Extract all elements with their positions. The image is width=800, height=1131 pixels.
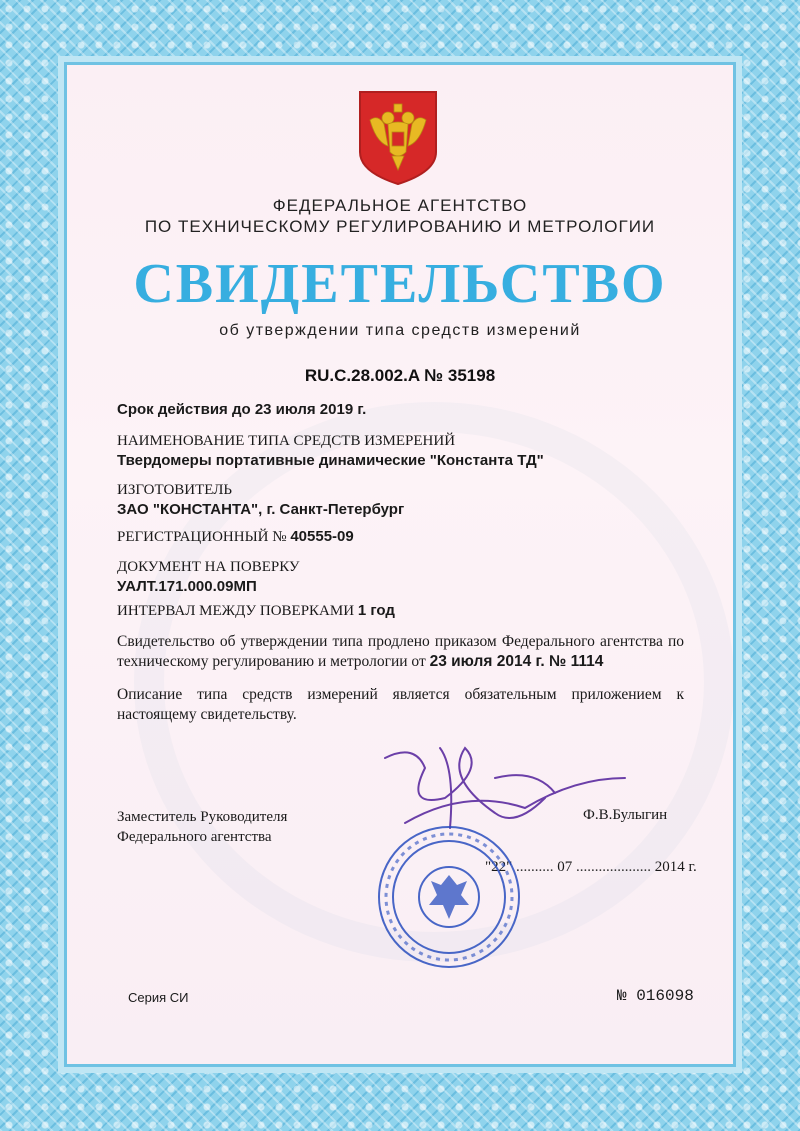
annex-note: Описание типа средств измерений является обязательным приложением к настоящему свидетельству. <box>117 686 684 723</box>
verification-doc-label: ДОКУМЕНТ НА ПОВЕРКУ <box>117 559 300 575</box>
serial-number: № 016098 <box>617 987 694 1005</box>
certificate-title: СВИДЕТЕЛЬСТВО <box>133 253 667 315</box>
agency-name-line2: ПО ТЕХНИЧЕСКОМУ РЕГУЛИРОВАНИЮ И МЕТРОЛОГИИ <box>144 217 656 236</box>
manufacturer-value: ЗАО "КОНСТАНТА", г. Санкт-Петербург <box>117 501 405 518</box>
extension-paragraph <box>117 632 684 672</box>
validity-label: Срок действия до <box>117 401 251 418</box>
signatory-name: Ф.В.Булыгин <box>583 807 668 823</box>
signatory-position-line1: Заместитель Руководителя <box>117 809 288 825</box>
verification-doc-value: УАЛТ.171.000.09МП <box>117 578 257 595</box>
signatory-position <box>117 807 287 847</box>
certificate-subtitle: об утверждении типа средств измерений <box>219 322 581 339</box>
signing-day: "22" <box>485 859 513 875</box>
registry-label: РЕГИСТРАЦИОННЫЙ № <box>117 529 287 545</box>
registry-value: 40555-09 <box>290 528 354 545</box>
coat-of-arms-icon <box>358 90 438 186</box>
series-label: Серия СИ <box>128 990 189 1005</box>
certificate-number: RU.C.28.002.A № 35198 <box>304 366 496 385</box>
manufacturer-block <box>117 481 697 519</box>
manufacturer-label: ИЗГОТОВИТЕЛЬ <box>117 482 233 498</box>
validity-value: 23 июля 2019 г. <box>254 401 367 418</box>
instrument-block <box>117 432 697 470</box>
registry-row <box>117 527 697 547</box>
instrument-value: Твердомеры портативные динамические "Константа ТД" <box>117 452 544 469</box>
signing-month: 07 <box>557 859 573 875</box>
signatory-position-line2: Федерального агентства <box>117 829 272 845</box>
interval-value: 1 год <box>357 602 395 619</box>
verification-doc-block <box>117 558 697 596</box>
interval-label: ИНТЕРВАЛ МЕЖДУ ПОВЕРКАМИ <box>117 603 355 619</box>
extension-text: Свидетельство об утверждении типа продлено приказом Федерального агентства по техническому регулированию и метрологии от <box>117 633 684 670</box>
official-seal-stamp <box>375 823 523 971</box>
instrument-label: НАИМЕНОВАНИЕ ТИПА СРЕДСТВ ИЗМЕРЕНИЙ <box>117 433 456 449</box>
validity-row <box>117 400 697 419</box>
signing-year: 2014 г. <box>654 859 697 875</box>
agency-name-line1: ФЕДЕРАЛЬНОЕ АГЕНТСТВО <box>272 196 528 215</box>
extension-order: 23 июля 2014 г. № 1114 <box>429 653 604 670</box>
signing-date: "22" .......... 07 .................... 2014 г. <box>485 859 697 875</box>
interval-row <box>117 601 697 621</box>
